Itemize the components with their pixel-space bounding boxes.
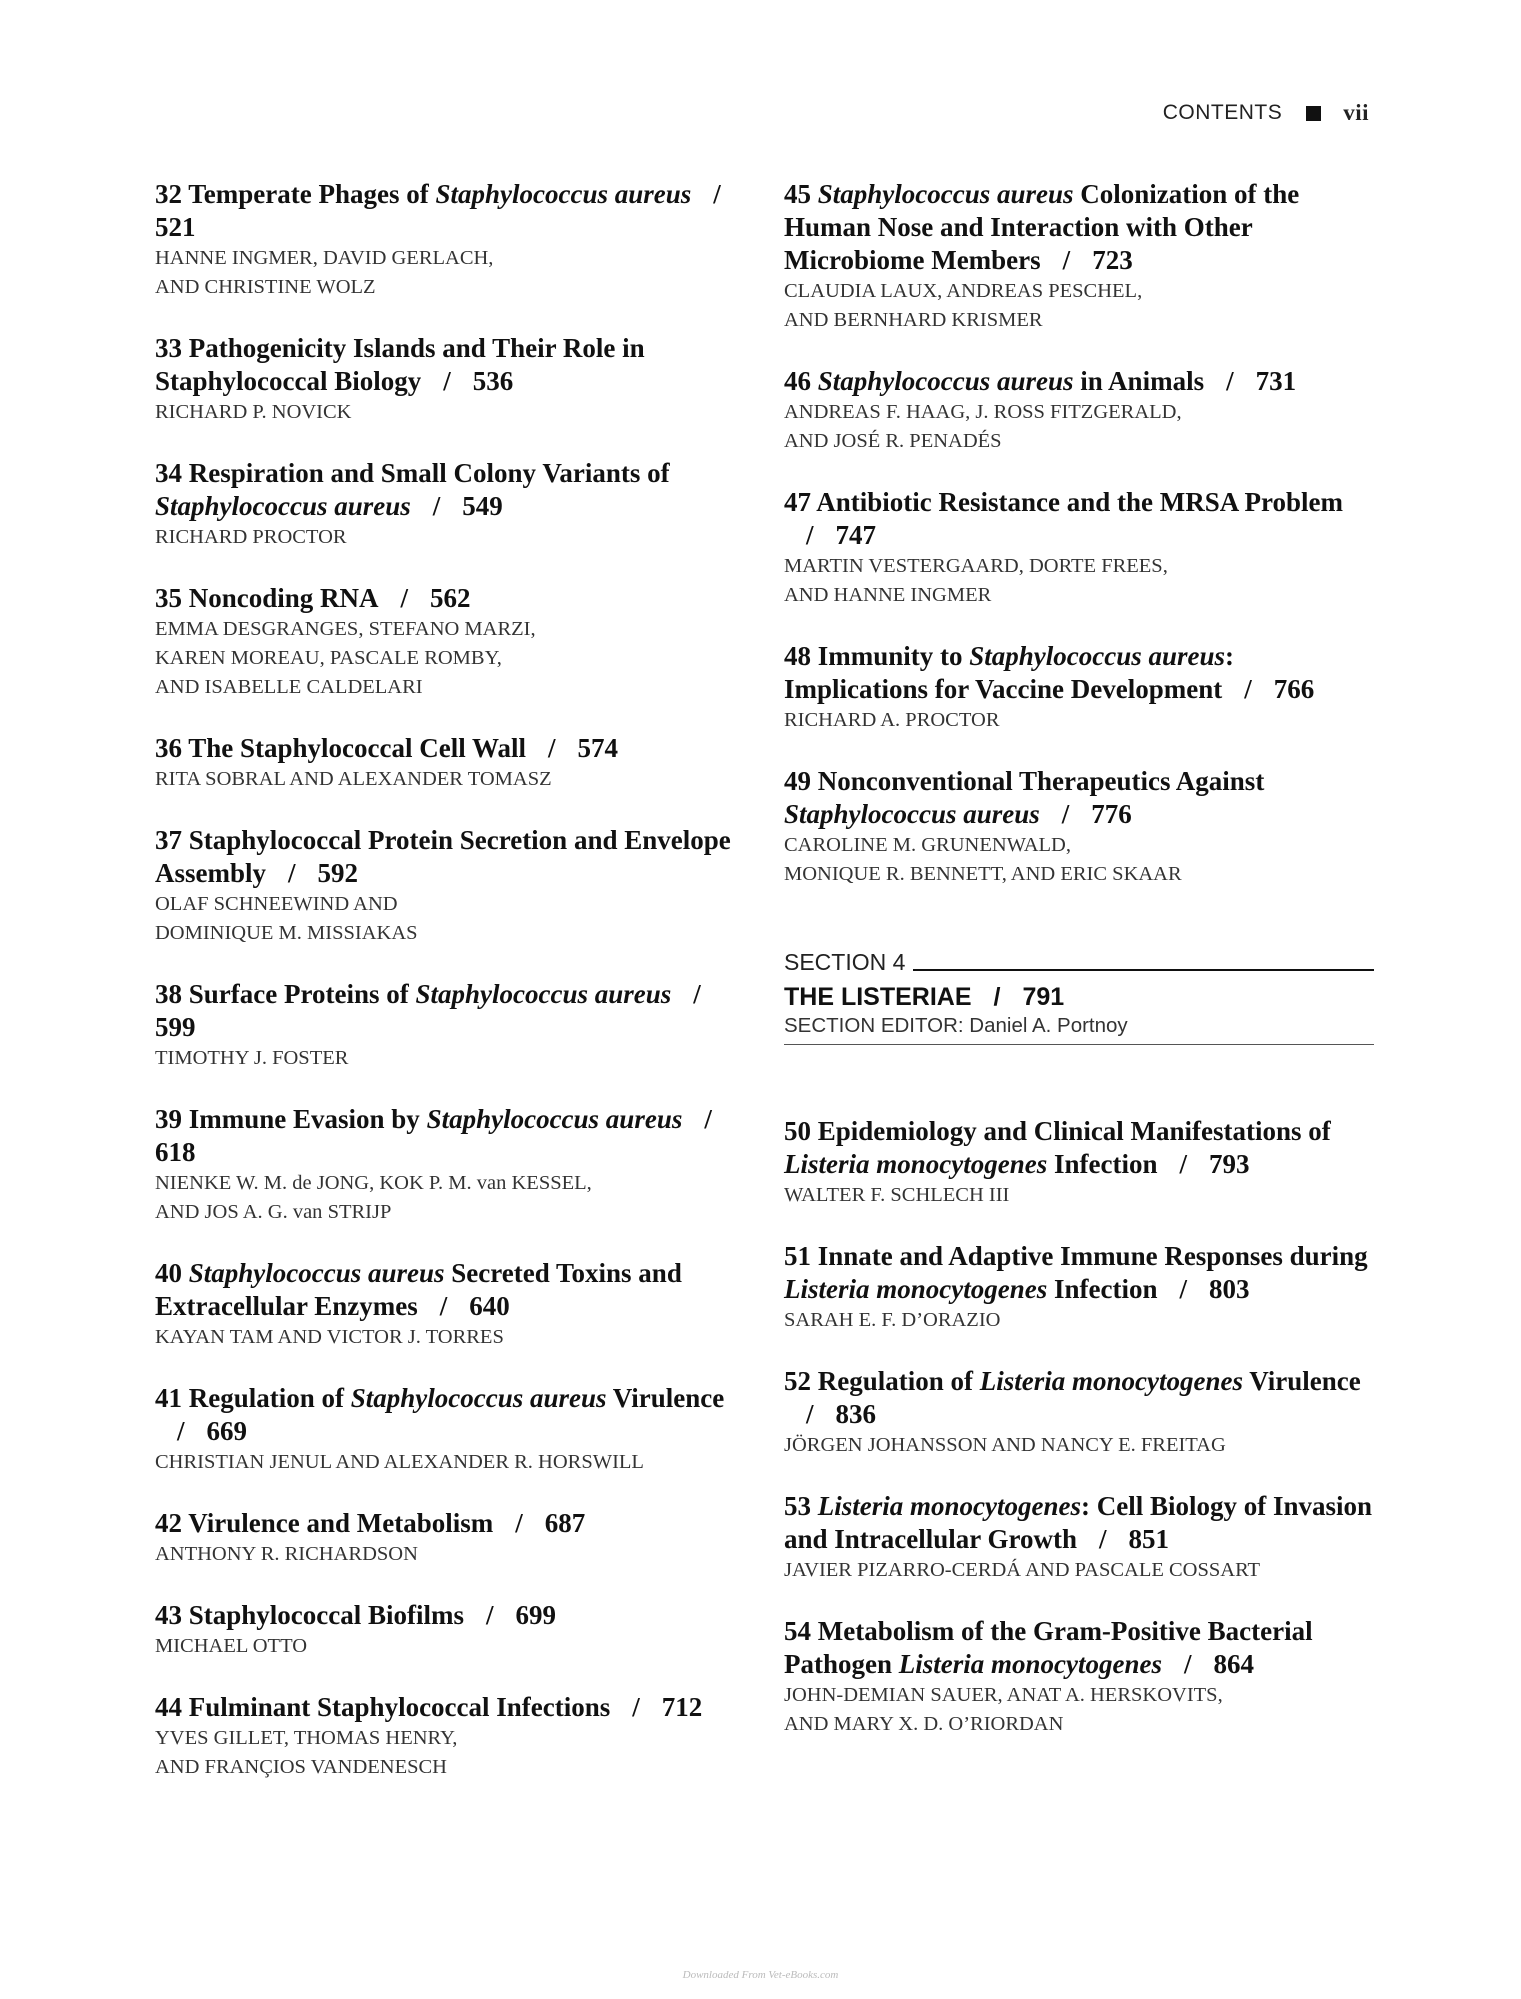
chapter-title-text: 53 Listeria monocytogenes: Cell Biology of Invasion and Intracellular Growth [784,1491,1373,1554]
toc-entry [784,365,1374,456]
chapter-title: 44 Fulminant Staphylococcal Infections / 712 [155,1692,703,1722]
section-title-text: THE LISTERIAE [784,983,972,1011]
toc-entry [784,1365,1374,1460]
toc-entry [784,765,1374,889]
chapter-title-text: 49 Nonconventional Therapeutics Against Staphylococcus aureus [784,766,1265,829]
chapter-title: 41 Regulation of Staphylococcus aureus Virulence/ 669 [155,1383,725,1446]
chapter-title: 52 Regulation of Listeria monocytogenes Virulence/ 836 [784,1366,1361,1429]
chapter-title: 50 Epidemiology and Clinical Manifestations of Listeria monocytogenes Infection / 793 [784,1116,1331,1179]
section-label: SECTION 4 [784,949,906,975]
chapter-authors: WALTER F. SCHLECH III [784,1184,1010,1206]
toc-entry [155,582,755,702]
chapter-page: 776 [1091,799,1132,829]
chapter-title: 38 Surface Proteins of Staphylococcus aureus /599 [155,979,701,1042]
toc-entry [155,1382,755,1477]
chapter-authors: SARAH E. F. D’ORAZIO [784,1309,1001,1331]
chapter-title-text: 33 Pathogenicity Islands and Their Role in Staphylococcal Biology [155,333,645,396]
chapter-authors: CLAUDIA LAUX, ANDREAS PESCHEL, AND BERNHARD KRISMER [784,280,1143,331]
chapter-title-text: 35 Noncoding RNA [155,583,379,613]
chapter-authors: RICHARD A. PROCTOR [784,709,1000,731]
chapter-title-text: 38 Surface Proteins of Staphylococcus aureus [155,979,672,1009]
chapter-title-text: 54 Metabolism of the Gram-Positive Bacterial Pathogen Listeria monocytogenes [784,1616,1313,1679]
chapter-authors: JAVIER PIZARRO-CERDÁ AND PASCALE COSSART [784,1559,1261,1581]
chapter-title-text: 36 The Staphylococcal Cell Wall [155,733,527,763]
chapter-page: 521 [155,212,196,242]
toc-entry [784,486,1374,610]
chapter-page: 803 [1209,1274,1250,1304]
chapter-title: 53 Listeria monocytogenes: Cell Biology of Invasion and Intracellular Growth / 851 [784,1491,1373,1554]
toc-entry [784,1490,1374,1585]
chapter-page: 687 [544,1508,586,1538]
chapter-title-text: 46 Staphylococcus aureus in Animals [784,366,1205,396]
chapter-authors: YVES GILLET, THOMAS HENRY, AND FRANÇIOS VANDENESCH [155,1727,458,1778]
chapter-title: 36 The Staphylococcal Cell Wall / 574 [155,733,619,763]
chapter-authors: RITA SOBRAL AND ALEXANDER TOMASZ [155,768,552,790]
toc-entry [155,178,755,302]
chapter-page: 549 [462,491,503,521]
toc-entry [155,1691,755,1782]
chapter-title-text: 39 Immune Evasion by Staphylococcus aureus [155,1104,683,1134]
chapter-page: 731 [1255,366,1297,396]
toc-entry [155,732,755,794]
section-editor: SECTION EDITOR: Daniel A. Portnoy [784,1014,1374,1045]
chapter-page: 592 [317,858,359,888]
chapter-title: 48 Immunity to Staphylococcus aureus: Implications for Vaccine Development / 766 [784,641,1315,704]
toc-entry [155,1103,755,1227]
chapter-page: 699 [515,1600,557,1630]
chapter-authors: CHRISTIAN JENUL AND ALEXANDER R. HORSWILL [155,1451,644,1473]
toc-entry [155,1599,755,1661]
chapter-title: 37 Staphylococcal Protein Secretion and Envelope Assembly / 592 [155,825,731,888]
chapter-title: 33 Pathogenicity Islands and Their Role in Staphylococcal Biology / 536 [155,333,645,396]
chapter-title: 54 Metabolism of the Gram-Positive Bacterial Pathogen Listeria monocytogenes / 864 [784,1616,1313,1679]
chapter-page: 747 [835,520,877,550]
toc-entry [784,1115,1374,1210]
chapter-authors: ANTHONY R. RICHARDSON [155,1543,418,1565]
chapter-authors: HANNE INGMER, DAVID GERLACH, AND CHRISTINE WOLZ [155,247,494,298]
chapter-title-text: 41 Regulation of Staphylococcus aureus Virulence [155,1383,725,1413]
chapter-authors: CAROLINE M. GRUNENWALD, MONIQUE R. BENNETT, AND ERIC SKAAR [784,834,1182,885]
chapter-title-text: 47 Antibiotic Resistance and the MRSA Problem [784,487,1343,517]
chapter-title: 42 Virulence and Metabolism / 687 [155,1508,586,1538]
chapter-page: 574 [577,733,619,763]
chapter-authors: JOHN-DEMIAN SAUER, ANAT A. HERSKOVITS, AND MARY X. D. O’RIORDAN [784,1684,1223,1735]
running-header-label: CONTENTS [1162,101,1283,124]
toc-entry [784,1615,1374,1739]
toc-entry [155,457,755,552]
toc-entry [155,978,755,1073]
page-number: vii [1343,100,1369,125]
chapter-authors: NIENKE W. M. de JONG, KOK P. M. van KESSEL, AND JOS A. G. van STRIJP [155,1172,592,1223]
contents-left-column [155,178,755,1812]
section-page: 791 [1022,983,1065,1011]
chapter-title-text: 43 Staphylococcal Biofilms [155,1600,464,1630]
chapter-page: 536 [472,366,514,396]
toc-entry [784,178,1374,335]
chapter-page: 836 [835,1399,877,1429]
toc-entry [155,1257,755,1352]
chapter-page: 640 [469,1291,510,1321]
chapter-page: 669 [206,1416,248,1446]
toc-entry [155,1507,755,1569]
chapter-title: 45 Staphylococcus aureus Colonization of the Human Nose and Interaction with Other Microbiome Members / 723 [784,179,1300,275]
chapter-title: 43 Staphylococcal Biofilms / 699 [155,1600,557,1630]
chapter-title: 39 Immune Evasion by Staphylococcus aureus /618 [155,1104,712,1167]
chapter-title-text: 32 Temperate Phages of Staphylococcus aureus [155,179,692,209]
chapter-page: 599 [155,1012,196,1042]
chapter-authors: ANDREAS F. HAAG, J. ROSS FITZGERALD, AND JOSÉ R. PENADÉS [784,401,1182,452]
running-header [1163,100,1369,126]
chapter-title-text: 51 Innate and Adaptive Immune Responses during Listeria monocytogenes Infection [784,1241,1368,1304]
chapter-page: 723 [1092,245,1133,275]
chapter-page: 793 [1209,1149,1250,1179]
section-title: THE LISTERIAE / 791 [784,983,1065,1011]
chapter-page: 712 [661,1692,703,1722]
chapter-title-text: 45 Staphylococcus aureus Colonization of the Human Nose and Interaction with Other Microbiome Members [784,179,1300,275]
chapter-title: 35 Noncoding RNA / 562 [155,583,471,613]
chapter-title: 46 Staphylococcus aureus in Animals / 731 [784,366,1297,396]
chapter-title-text: 52 Regulation of Listeria monocytogenes Virulence [784,1366,1361,1396]
chapter-authors: OLAF SCHNEEWIND AND DOMINIQUE M. MISSIAKAS [155,893,418,944]
chapter-authors: JÖRGEN JOHANSSON AND NANCY E. FREITAG [784,1434,1226,1456]
chapter-page: 618 [155,1137,196,1167]
watermark-footer: Downloaded From Vet-eBooks.com [682,1969,839,1981]
contents-right-column [784,178,1374,1769]
chapter-title: 51 Innate and Adaptive Immune Responses during Listeria monocytogenes Infection / 803 [784,1241,1368,1304]
chapter-title-text: 48 Immunity to Staphylococcus aureus: Implications for Vaccine Development [784,641,1235,704]
chapter-authors: RICHARD PROCTOR [155,526,347,548]
section-heading-block [784,949,1374,1045]
chapter-authors: MARTIN VESTERGAARD, DORTE FREES, AND HANNE INGMER [784,555,1168,606]
chapter-page: 851 [1128,1524,1170,1554]
toc-entry [784,640,1374,735]
chapter-title: 34 Respiration and Small Colony Variants of Staphylococcus aureus / 549 [155,458,670,521]
chapter-authors: TIMOTHY J. FOSTER [155,1047,349,1069]
chapter-authors: EMMA DESGRANGES, STEFANO MARZI, KAREN MOREAU, PASCALE ROMBY, AND ISABELLE CALDELARI [155,618,536,698]
square-bullet-icon [1306,106,1321,121]
toc-entry [155,332,755,427]
chapter-title-text: 44 Fulminant Staphylococcal Infections [155,1692,611,1722]
toc-entry [784,1240,1374,1335]
chapter-title-text: 40 Staphylococcus aureus Secreted Toxins and Extracellular Enzymes [155,1258,682,1321]
chapter-title-text: 42 Virulence and Metabolism [155,1508,494,1538]
section-rule [913,969,1374,971]
chapter-page: 766 [1273,674,1315,704]
chapter-authors: RICHARD P. NOVICK [155,401,352,423]
chapter-title-text: 37 Staphylococcal Protein Secretion and Envelope Assembly [155,825,731,888]
chapter-title: 40 Staphylococcus aureus Secreted Toxins and Extracellular Enzymes / 640 [155,1258,682,1321]
chapter-title: 47 Antibiotic Resistance and the MRSA Problem/ 747 [784,487,1343,550]
chapter-title: 32 Temperate Phages of Staphylococcus aureus /521 [155,179,721,242]
chapter-authors: KAYAN TAM AND VICTOR J. TORRES [155,1326,504,1348]
chapter-title-text: 50 Epidemiology and Clinical Manifestations of Listeria monocytogenes Infection [784,1116,1331,1179]
chapter-title: 49 Nonconventional Therapeutics Against Staphylococcus aureus / 776 [784,766,1265,829]
chapter-page: 562 [430,583,471,613]
chapter-authors: MICHAEL OTTO [155,1635,308,1657]
chapter-title-text: 34 Respiration and Small Colony Variants of Staphylococcus aureus [155,458,670,521]
toc-entry [155,824,755,948]
chapter-page: 864 [1213,1649,1254,1679]
